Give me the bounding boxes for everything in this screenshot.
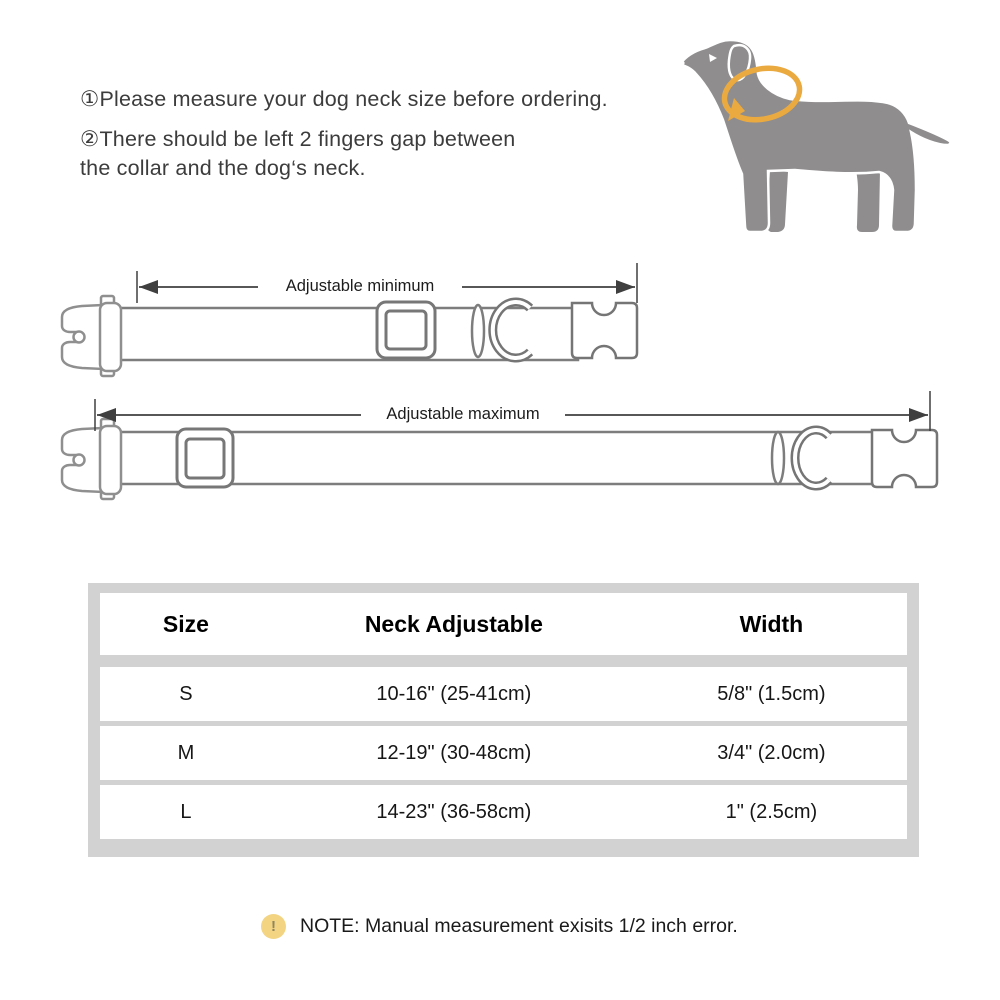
dog-nose-dot — [681, 61, 684, 64]
instruction-step-2 — [80, 125, 515, 183]
table-cell: M — [177, 741, 195, 764]
table-cell: 1" (2.5cm) — [725, 800, 818, 823]
table-cell: 14-23" (36-58cm) — [376, 800, 532, 823]
collar-keeper — [772, 432, 784, 484]
table-row-s — [100, 667, 907, 721]
instruction-step-1: ①Please measure your dog neck size before ordering. — [80, 87, 608, 111]
instruction-step-2-line-2: the collar and the dog‘s neck. — [80, 156, 366, 180]
collar-keeper — [472, 305, 484, 357]
table-header-row — [100, 593, 907, 655]
measure-label-minimum: Adjustable minimum — [285, 277, 435, 295]
table-cell: 12-19" (30-48cm) — [376, 741, 532, 764]
table-cell: L — [180, 800, 192, 823]
table-row-l — [100, 785, 907, 839]
table-cell: S — [179, 682, 193, 705]
instruction-step-2-line-1: ②There should be left 2 fingers gap between — [80, 127, 516, 151]
buckle-clip — [872, 430, 937, 487]
collar-diagrams — [0, 255, 1000, 515]
column-header-neck-adjustable: Neck Adjustable — [364, 610, 543, 637]
note-text: NOTE: Manual measurement exisits 1/2 inch error. — [300, 915, 738, 937]
dog-silhouette — [680, 40, 951, 232]
table-cell: 10-16" (25-41cm) — [376, 682, 532, 705]
buckle-clip — [572, 303, 637, 358]
table-row-m — [100, 726, 907, 780]
tri-glide-slider — [177, 429, 233, 487]
table-cell: 3/4" (2.0cm) — [717, 741, 826, 764]
note-row — [261, 914, 738, 939]
tri-glide-slider — [377, 302, 435, 358]
exclamation-icon: ! — [261, 914, 286, 939]
table-cell: 5/8" (1.5cm) — [717, 682, 826, 705]
dog-illustration — [650, 22, 970, 257]
dog-far-hind-leg — [856, 170, 880, 232]
measure-label-maximum: Adjustable maximum — [386, 405, 540, 423]
column-header-size: Size — [162, 610, 209, 637]
column-header-width: Width — [739, 610, 804, 637]
side-release-buckle — [62, 296, 121, 376]
size-table — [88, 583, 919, 857]
